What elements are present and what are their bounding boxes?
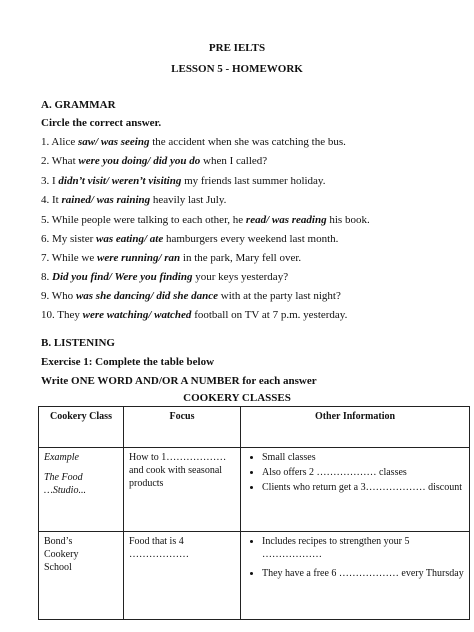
exercise-title: Exercise 1: Complete the table below [41,356,215,368]
item-text-after: his book. [326,214,370,226]
item-text-after: your keys yesterday? [192,271,289,283]
focus-cell: How to 1……………… and cook with seasonal products [124,448,241,532]
table-row [39,448,470,532]
item-text-before: 1. Alice [41,136,78,148]
grammar-item [41,175,325,187]
header-focus: Focus [124,407,241,448]
lesson-subtitle: LESSON 5 - HOMEWORK [171,63,303,75]
grammar-item [41,309,347,321]
listening-heading: B. LISTENING [41,337,115,349]
item-text-after: when I called? [200,155,268,167]
cookery-table [38,406,470,620]
header-cookery-class: Cookery Class [39,407,124,448]
class-cell [39,532,124,620]
grammar-item [41,233,338,245]
info-item: • Includes recipes to strengthen your 5 ……………… [262,535,464,561]
header-other-info: Other Information [241,407,470,448]
class-line: The Food [44,472,83,483]
table-title: COOKERY CLASSES [183,392,291,404]
info-item: • Small classes [262,451,464,464]
grammar-item [41,155,267,167]
grammar-instruction: Circle the correct answer. [41,117,162,129]
item-text-after: heavily last July. [150,194,227,206]
item-text-after: football on TV at 7 p.m. yesterday. [191,309,348,321]
focus-cell: Food that is 4 ……………… [124,532,241,620]
item-text-after: in the park, Mary fell over. [180,252,302,264]
answer-options[interactable]: were you doing/ did you do [78,155,201,167]
answer-options[interactable]: read/ was reading [245,214,327,226]
item-text-after: with at the party last night? [218,290,341,302]
answer-options[interactable]: were watching/ watched [82,309,192,321]
grammar-item [41,271,288,283]
item-text-before: 4. It [41,194,62,206]
info-item: • They have a free 6 ……………… every Thursday [262,567,464,580]
grammar-item [41,214,370,226]
page-title: PRE IELTS [208,42,266,54]
item-text-after: my friends last summer holiday. [181,175,326,187]
class-line: Cookery [44,549,79,560]
item-text-after: the accident when she was catching the bus. [149,136,346,148]
grammar-item [41,252,301,264]
item-text-before: 7. While we [41,252,98,264]
answer-options[interactable]: rained/ was raining [61,194,151,206]
table-header-row [39,407,470,448]
grammar-item [41,136,346,148]
info-cell [241,532,470,620]
item-text-before: 8. [41,271,52,283]
info-cell [241,448,470,532]
info-item: • Clients who return get a 3……………… discount [262,481,464,494]
grammar-item [41,194,226,206]
item-text-before: 10. They [41,309,83,321]
grammar-item [41,290,341,302]
class-line: …Studio... [44,485,86,496]
grammar-heading: A. GRAMMAR [41,99,116,111]
answer-options[interactable]: was she dancing/ did she dance [75,290,219,302]
class-line: Example [44,452,79,463]
item-text-before: 9. Who [41,290,76,302]
item-text-before: 3. I [41,175,59,187]
answer-options[interactable]: was eating/ ate [96,233,164,245]
class-cell [39,448,124,532]
item-text-before: 6. My sister [41,233,96,245]
info-item: • Also offers 2 ……………… classes [262,466,464,479]
item-text-before: 2. What [41,155,79,167]
class-line: Bond’s [44,536,73,547]
write-instruction: Write ONE WORD AND/OR A NUMBER for each answer [41,375,317,387]
class-line: School [44,562,72,573]
answer-options[interactable]: were running/ ran [97,252,181,264]
answer-options[interactable]: didn’t visit/ weren’t visiting [58,175,182,187]
table-row [39,532,470,620]
item-text-after: hamburgers every weekend last month. [163,233,339,245]
item-text-before: 5. While people were talking to each other, he [41,214,246,226]
answer-options[interactable]: Did you find/ Were you finding [52,271,193,283]
answer-options[interactable]: saw/ was seeing [77,136,150,148]
